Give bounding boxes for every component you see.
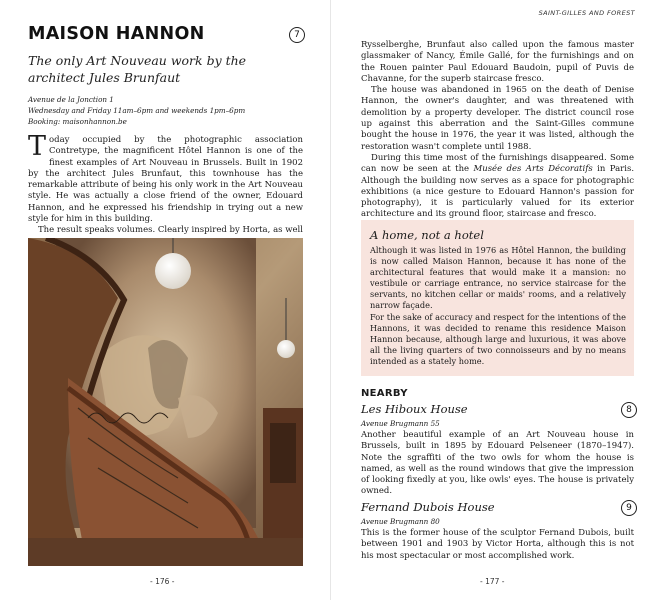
staircase-illustration [28, 238, 303, 566]
practical-info [28, 94, 245, 127]
nearby-place-address: Avenue Brugmann 55 [361, 419, 440, 428]
furnishings-text-start: During this time most of the furnishings disappeared. Some can now be seen at the [361, 152, 634, 175]
intro-paragraph-text: oday occupied by the photographic association Contretype, the magnificent Hôtel Hannon is one of the finest examples of Art Nouveau in Brussels. Built in 1902 by the architect Jules Brunfaut, this townhouse has the remarkable attribute of being his only work in the Art Nouveau style. He was actually a close friend of the owner, Edouard Hannon, and he expressed his friendship in trying out a new style for him in this building. [28, 135, 303, 225]
furnishings-paragraph [361, 153, 634, 221]
page-title: MAISON HANNON [28, 24, 205, 44]
nearby-place-name: Les Hiboux House [361, 402, 468, 416]
nearby-place-name: Fernand Dubois House [361, 500, 495, 514]
nearby-place-number: 8 [621, 402, 637, 418]
running-head: SAINT-GILLES AND FOREST [538, 9, 635, 17]
continuation-paragraph: Rysselberghe, Brunfaut also called upon the famous master glassmaker of Nancy, Émile Gallé, for the furnishings and on the Rouen painter Paul Edouard Baudoin, pupil of Puvis de Chavanne, for the superb staircase fresco. [361, 40, 634, 84]
nearby-place-number: 9 [621, 500, 637, 516]
nearby-place-description: Another beautiful example of an Art Nouveau house in Brussels, built in 1895 by Edouard Pelseneer (1870–1947). Note the sgraffiti of the two owls for whom the house is named, as well as the round windows that give the impression of looking fixedly at you, like owls' eyes. The house is privately owned. [361, 430, 634, 497]
sidebar-paragraph-2: For the sake of accuracy and respect for the intentions of the Hannons, it was decided to rename this residence Maison Hannon because, although large and luxurious, it was above all the living quarters of two connoisseurs and by no means intended as a stately home. [370, 311, 626, 366]
museum-name: Musée des Arts Décoratifs [473, 164, 593, 175]
furnishings-text-end: in Paris. Although the building now serves as a space for photographic exhibitions (a nice gesture to Edouard Hannon's passion for photography), it is particularly valued for its exterior architecture and its ground floor, staircase and fresco. [361, 164, 635, 220]
nearby-place-description: This is the former house of the sculptor Fernand Dubois, built between 1901 and 1903 by Victor Horta, although this is not his most spectacular or most accomplished work. [361, 528, 634, 561]
page-number-right: - 177 - [480, 577, 505, 586]
sidebar-box [361, 220, 634, 376]
continued-paragraph: The result speaks volumes. Clearly inspired by Horta, as well [38, 225, 303, 236]
left-page [0, 0, 331, 600]
intro-paragraph [28, 131, 303, 225]
opening-hours: Wednesday and Friday 11am–6pm and weekends 1pm–6pm [28, 106, 246, 115]
sidebar-box-text [370, 245, 626, 367]
staircase-fresco-photo [28, 238, 303, 566]
drop-cap: T [28, 131, 47, 162]
page-subtitle: The only Art Nouveau work by the architect Jules Brunfaut [28, 53, 247, 85]
right-page [331, 0, 663, 600]
history-paragraph: The house was abandoned in 1965 on the death of Denise Hannon, the owner's daughter, and was threatened with demolition by a property developer. The district council rose up against this aberration and the Saint-Gilles commune bought the house in 1976, the year it was listed, although the restoration wasn't complete until 1988. [361, 85, 634, 152]
sidebar-paragraph-1: Although it was listed in 1976 as Hôtel Hannon, the building is now called Maison Hannon, because it has none of the architectural features that would make it a mansion: no vestibule or carriage entrance, no service staircase for the servants, no kitchen cellar or maids' rooms, and a relatively narrow façade. [370, 245, 626, 311]
nearby-place-address: Avenue Brugmann 80 [361, 517, 440, 526]
right-body-text [361, 40, 634, 221]
page-number-left: - 176 - [150, 577, 175, 586]
intro-text [28, 131, 303, 248]
sidebar-box-title: A home, not a hotel [370, 228, 484, 242]
site-number-badge: 7 [289, 27, 305, 43]
address-line: Avenue de la Jonction 1 [28, 95, 114, 104]
booking-line: Booking: maisonhannon.be [28, 117, 127, 126]
nearby-heading: NEARBY [361, 388, 408, 399]
